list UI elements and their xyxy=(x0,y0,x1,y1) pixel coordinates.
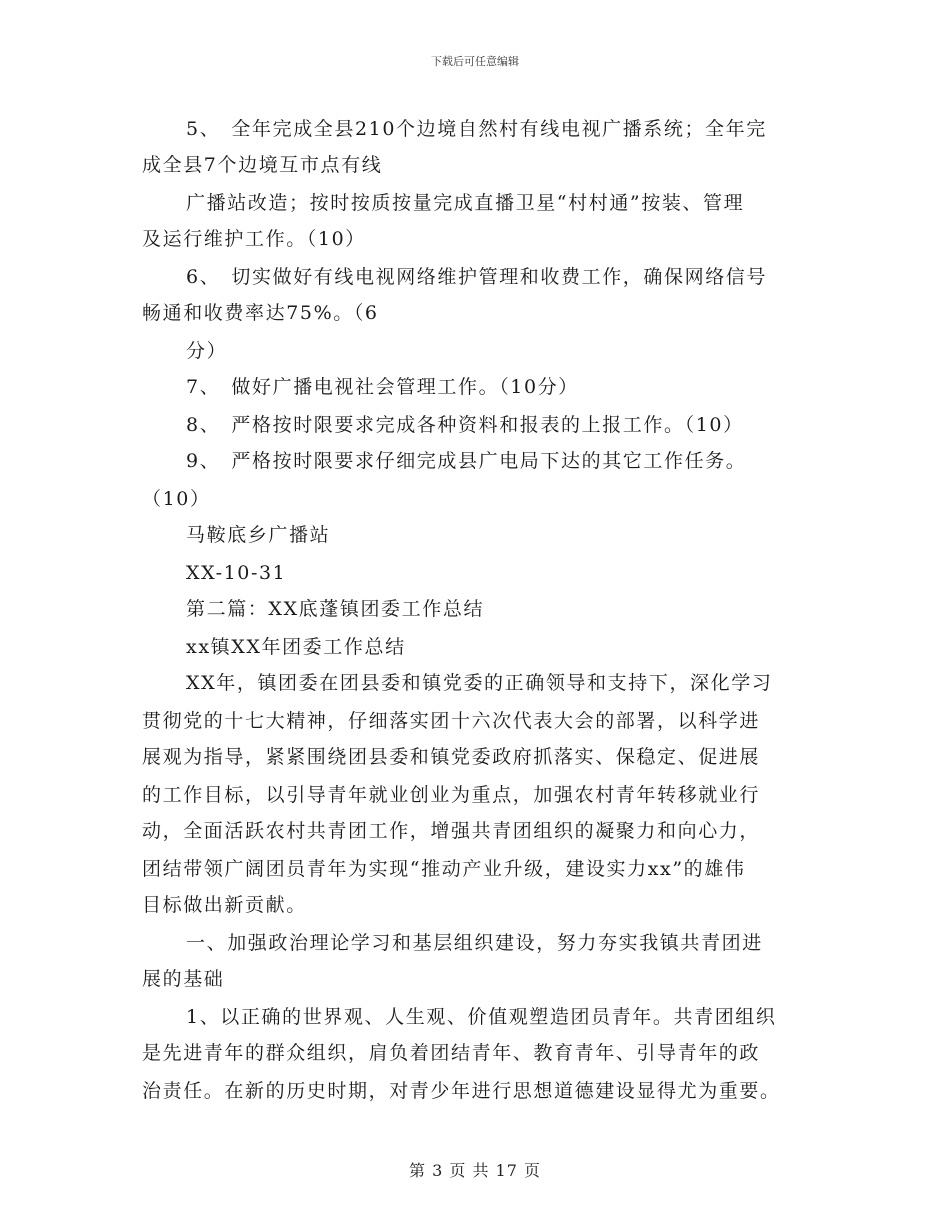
text-line: XX-10-31 xyxy=(186,562,287,584)
page-header-note: 下载后可任意编辑 xyxy=(431,55,519,68)
text-line: 9、 严格按时限要求仔细完成县广电局下达的其它工作任务。 xyxy=(186,450,747,472)
text-line: 的工作目标，以引导青年就业创业为重点，加强农村青年转移就业行 xyxy=(142,784,761,806)
text-line: xx镇XX年团委工作总结 xyxy=(186,636,406,658)
text-line: 广播站改造；按时按质按量完成直播卫星“村村通”按装、管理 xyxy=(186,192,745,214)
page-number: 第 3 页 共 17 页 xyxy=(409,1161,541,1180)
text-line: 是先进青年的群众组织，肩负着团结青年、教育青年、引导青年的政 xyxy=(142,1042,761,1064)
text-line: 展的基础 xyxy=(142,968,225,990)
text-line: 目标做出新贡献。 xyxy=(142,894,307,916)
text-line: （10） xyxy=(142,488,211,510)
text-line: 动，全面活跃农村共青团工作，增强共青团组织的凝聚力和向心力， xyxy=(142,820,761,842)
text-line: 1、以正确的世界观、人生观、价值观塑造团员青年。共青团组织 xyxy=(186,1006,777,1028)
text-line: 畅通和收费率达75%。（6 xyxy=(142,302,379,324)
text-line: 治责任。在新的历史时期，对青少年进行思想道德建设显得尤为重要。 xyxy=(142,1080,781,1102)
text-line: 6、 切实做好有线电视网络维护管理和收费工作，确保网络信号 xyxy=(186,266,767,288)
text-line: 一、加强政治理论学习和基层组织建设，努力夯实我镇共青团进 xyxy=(186,932,763,954)
text-line: 分） xyxy=(186,340,228,362)
text-line: 第二篇：XX底蓬镇团委工作总结 xyxy=(186,598,485,620)
text-line: XX年，镇团委在团县委和镇党委的正确领导和支持下，深化学习 xyxy=(186,672,773,694)
text-line: 马鞍底乡广播站 xyxy=(186,524,331,546)
text-line: 成全县7个边境互市点有线 xyxy=(142,154,383,176)
text-line: 7、 做好广播电视社会管理工作。（10分） xyxy=(186,376,579,398)
text-line: 及运行维护工作。（10） xyxy=(142,228,366,250)
text-line: 展观为指导，紧紧围绕团县委和镇党委政府抓落实、保稳定、促进展 xyxy=(142,746,761,768)
text-line: 团结带领广阔团员青年为实现“推动产业升级，建设实力xx”的雄伟 xyxy=(142,858,746,880)
text-line: 8、 严格按时限要求完成各种资料和报表的上报工作。（10） xyxy=(186,414,744,436)
text-line: 贯彻党的十七大精神，仔细落实团十六次代表大会的部署，以科学进 xyxy=(142,710,761,732)
text-line: 5、 全年完成全县210个边境自然村有线电视广播系统；全年完 xyxy=(186,118,767,140)
